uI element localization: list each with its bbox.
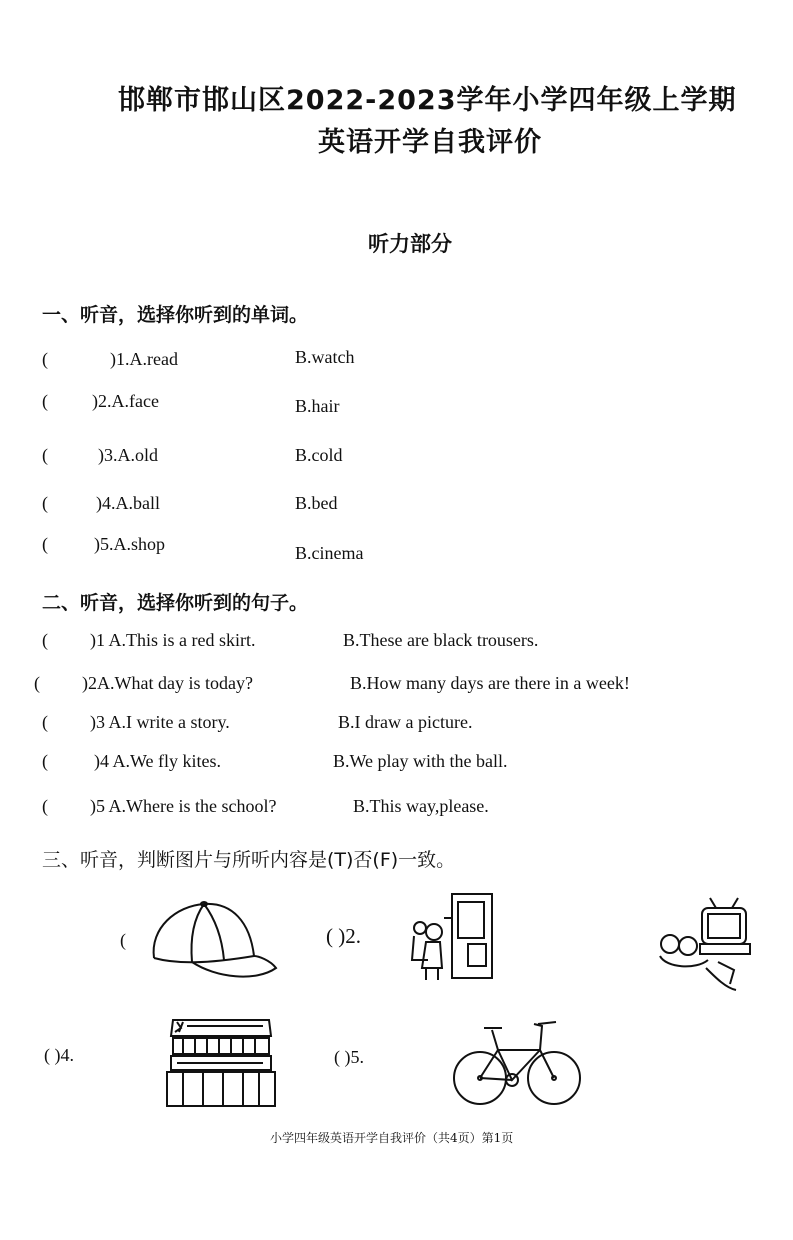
option-b: B.watch: [295, 347, 355, 367]
bus-stop-icon: [412, 888, 502, 983]
part-title: 听力部分: [368, 232, 452, 256]
option-b: B.I draw a picture.: [338, 712, 473, 732]
option-a: )4 A.We fly kites.: [94, 751, 222, 771]
bicycle-icon: [450, 1016, 582, 1111]
question-prefix: (: [42, 349, 48, 369]
question-prefix: (: [42, 445, 48, 465]
picture-label: ( )2.: [326, 924, 361, 948]
option-b: B.hair: [295, 396, 340, 416]
question-prefix: (: [34, 673, 40, 693]
option-b: B.cinema: [295, 543, 364, 563]
cap-icon: [146, 898, 281, 988]
option-a: )3 A.I write a story.: [90, 712, 230, 732]
page-subtitle: 英语开学自我评价: [318, 127, 542, 158]
option-b: B.bed: [295, 493, 338, 513]
picture-label: ( )5.: [334, 1047, 364, 1067]
question-prefix: (: [42, 712, 48, 732]
picture-label: ( )4.: [44, 1045, 74, 1065]
option-a: )5 A.Where is the school?: [90, 796, 277, 816]
option-a: )1 A.This is a red skirt.: [90, 630, 256, 650]
question-prefix: (: [42, 493, 48, 513]
page-title: 邯郸市邯山区2022-2023学年小学四年级上学期: [118, 85, 737, 116]
question-prefix: (: [42, 751, 48, 771]
option-b: B.cold: [295, 445, 343, 465]
option-b: B.How many days are there in a week!: [350, 673, 630, 693]
option-b: B.These are black trousers.: [343, 630, 539, 650]
section1-heading: 一、听音，选择你听到的单词。: [42, 304, 309, 326]
question-prefix: (: [42, 796, 48, 816]
option-b: B.This way,please.: [353, 796, 489, 816]
option-a: )5.A.shop: [94, 534, 165, 554]
picture-label: (: [120, 930, 126, 950]
page-footer: 小学四年级英语开学自我评价（共4页）第1页: [270, 1131, 514, 1145]
section3-heading: 三、听音，判断图片与所听内容是(T)否(F)一致。: [42, 849, 456, 871]
question-prefix: (: [42, 391, 48, 411]
option-a: )3.A.old: [98, 445, 158, 465]
question-prefix: (: [42, 630, 48, 650]
question-prefix: (: [42, 534, 48, 554]
option-a: )1.A.read: [110, 349, 178, 369]
tv-watching-icon: [656, 898, 756, 993]
section2-heading: 二、听音，选择你听到的句子。: [42, 592, 309, 614]
cinema-icon: [163, 1016, 278, 1111]
option-a: )2.A.face: [92, 391, 159, 411]
option-a: )4.A.ball: [96, 493, 160, 513]
option-a: )2A.What day is today?: [82, 673, 253, 693]
option-b: B.We play with the ball.: [333, 751, 508, 771]
